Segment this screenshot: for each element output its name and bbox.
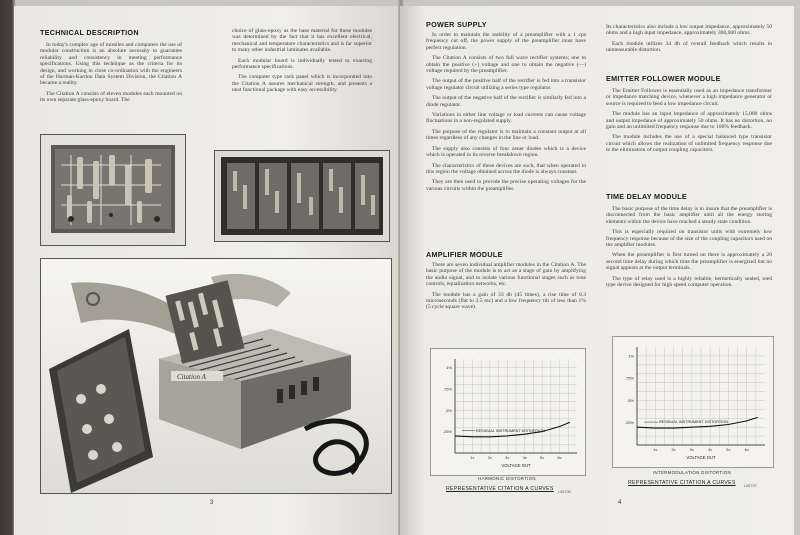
- paragraph: The output of the negative half of the rectifier is similarly fed into a diode regulator.: [426, 95, 586, 108]
- paragraph: When the preamplifier is first turned on there is approximately a 20 second time delay during which time the preamplifier is energized but no signal appears at the output terminals.: [606, 252, 772, 272]
- chart-footer-right: REPRESENTATIVE CITATION A CURVES: [628, 480, 736, 486]
- x-tick-label: 3v: [689, 447, 694, 452]
- y-tick-label: .25%: [624, 420, 634, 426]
- paragraph: Variations in either line voltage or load currents can cause voltage fluctuations in a non-regulated supply.: [426, 112, 586, 125]
- x-tick-label: 5v: [726, 447, 731, 452]
- x-tick-label: 6v: [557, 455, 562, 460]
- x-tick-label: 2v: [487, 455, 492, 460]
- paragraph: There are seven individual amplifier modules in the Citation A. The basic purpose of the module is to act as a stage of gain by amplifying the audio signal, and to isolate various functional stages such as tone controls, equalization networks, etc.: [426, 262, 586, 288]
- emitter-follower-column: [606, 88, 772, 158]
- intermodulation-distortion-title: INTERMODULATION DISTORTION: [652, 470, 732, 475]
- x-tick-label: 4v: [708, 447, 713, 452]
- paragraph: The output of the positive half of the rectifier is fed into a transistor voltage regulator circuit utilizing a series type regulator.: [426, 78, 586, 91]
- x-tick-label: 3v: [505, 455, 510, 460]
- paragraph: The type of relay used is a highly reliable, hermetically sealed, reed type device designed for high speed computer operation.: [606, 275, 772, 289]
- amplifier-module-column: [426, 262, 586, 315]
- annotation-label: RESIDUAL INSTRUMENT DISTORTION: [475, 428, 545, 433]
- y-tick-label: .25%: [442, 429, 452, 435]
- paragraph: choice of glass-epoxy as the base material for these modules was determined by the fact that it has excellent electrical, mechanical and temperature characteristics and is far superior to many other industrial laminates available.: [232, 28, 372, 54]
- y-tick-label: 1%: [446, 365, 452, 371]
- power-supply-column: [426, 32, 586, 196]
- paragraph: Each modular board is individually tested to exacting performance specifications.: [232, 57, 372, 71]
- paragraph: In today's complex age of missiles and computers the use of modular construction is an absolute necessity to guarantee reliability and consistency in meeting performance specifications. Using this technique as the criteria for its design, and working in close co-ordination with the engineers of the Harman-Kardon Data System Division, the Citation A became a reality.: [40, 42, 182, 87]
- harmonic-distortion-title: HARMONIC DISTORTION: [478, 476, 536, 481]
- amplifier-module-heading: AMPLIFIER MODULE: [426, 250, 503, 259]
- tech-desc-column-2: [232, 28, 372, 98]
- intermodulation-distortion-chart: [612, 336, 774, 468]
- right-page: [400, 6, 794, 535]
- harmonic-distortion-chart: [430, 348, 586, 476]
- paragraph: The module includes the use of a special balanced type transistor circuit which allows the realization of unlimited frequency response due to the elimination of output coupling capacitors.: [606, 134, 772, 154]
- time-delay-column: [606, 206, 772, 292]
- x-tick-label: 1v: [653, 447, 658, 452]
- page-number: 4: [618, 500, 622, 506]
- paragraph: This is especially required on transistor units with extremely low frequency response because of the size of the coupling capacitors used on the amplifier modules.: [606, 229, 772, 249]
- paragraph: Each module utilizes 34 db of overall feedback which results in unmeasurable distortion.: [606, 40, 772, 54]
- intermodulation-distortion-plot: [613, 337, 773, 467]
- x-tick-label: 6v: [744, 447, 749, 452]
- chassis-assembly-photo: [40, 258, 392, 494]
- modules-rack-photo: [214, 150, 390, 242]
- paragraph: They are then used to provide the precise operating voltages for the various circuits within the preamplifier.: [426, 179, 586, 192]
- paragraph: The Citation A consists of eleven modules each mounted on its own separate glass-epoxy board. The: [40, 90, 182, 104]
- x-axis-label: VOLTAGE OUT: [501, 463, 531, 468]
- chart-code-right: L06707: [744, 484, 757, 488]
- paragraph: Its characteristics also include a low output impedance, approximately 50 ohms and a high input impedance, approximately 300,000 ohms.: [606, 24, 772, 37]
- paragraph: The Citation A consists of two full wave rectifier systems; one to obtain the positive (+) voltage and one to obtain the negative (—) voltage required by the preamplifier.: [426, 55, 586, 75]
- time-delay-heading: TIME DELAY MODULE: [606, 192, 687, 201]
- y-tick-label: .75%: [442, 386, 452, 392]
- citation-a-logo: Citation A: [177, 373, 206, 381]
- paragraph: The Emitter Follower is essentially used as an impedance transformer or impedance matching device, whenever a high impedance generator or source is required to feed a low impedance circuit.: [606, 88, 772, 107]
- harmonic-distortion-plot: [431, 349, 585, 475]
- chart-code-left: L06706: [558, 490, 571, 494]
- x-tick-label: 1v: [470, 455, 475, 460]
- paragraph: The basic purpose of the time delay is to insure that the preamplifier is disconnected from the basic amplifier until all the energy storing elements within the device have reached a steady state condition.: [606, 206, 772, 225]
- technical-description-heading: TECHNICAL DESCRIPTION: [40, 28, 139, 37]
- y-tick-label: .5%: [445, 407, 452, 413]
- x-axis-label: VOLTAGE OUT: [686, 455, 716, 460]
- amplifier-continued-column: [606, 24, 772, 58]
- power-supply-heading: POWER SUPPLY: [426, 20, 487, 29]
- left-page: [14, 6, 400, 535]
- page-number: 3: [210, 500, 214, 506]
- module-board-photo: [40, 134, 186, 246]
- paragraph: The computer type rack panel which is incorporated into the Citation A assures mechanical strength, and presents a neat functional package with easy accessibility.: [232, 74, 372, 94]
- x-tick-label: 5v: [540, 455, 545, 460]
- paragraph: The module has an input impedance of approximately 15,000 ohms and output impedance of approximately 50 ohms. It has no distortion, no gain and an unlimited frequency response due to 100% feedback.: [606, 111, 772, 131]
- y-tick-label: 1%: [628, 353, 634, 359]
- paragraph: In order to maintain the stability of a preamplifier with a 1 cps frequency cut off, the power supply of the preamplifier must have perfect regulation.: [426, 32, 586, 51]
- paragraph: The module has a gain of 33 db (45 times), a rise time of 0.3 microseconds (flat to 3.5 mc) and a low frequency tilt of less than 1% (5 cycle square wave).: [426, 291, 586, 311]
- paragraph: The characteristics of these devices are such, that when operated in this region the voltage obtained across the diode is always constant.: [426, 162, 586, 175]
- tech-desc-column-1: [40, 42, 182, 108]
- x-tick-label: 4v: [522, 455, 527, 460]
- y-tick-label: .75%: [624, 375, 634, 381]
- paragraph: The supply also consists of four zener diodes which is a device which is operated in its reverse breakdown region.: [426, 145, 586, 159]
- emitter-follower-heading: EMITTER FOLLOWER MODULE: [606, 74, 721, 83]
- paragraph: The purpose of the regulator is to maintain a constant output at all times regardless of any changes in the line or load.: [426, 128, 586, 142]
- annotation-label: RESIDUAL INSTRUMENT DISTORTION: [658, 420, 729, 425]
- x-tick-label: 2v: [671, 447, 676, 452]
- chart-footer-left: REPRESENTATIVE CITATION A CURVES: [446, 486, 554, 492]
- y-tick-label: .5%: [627, 397, 634, 403]
